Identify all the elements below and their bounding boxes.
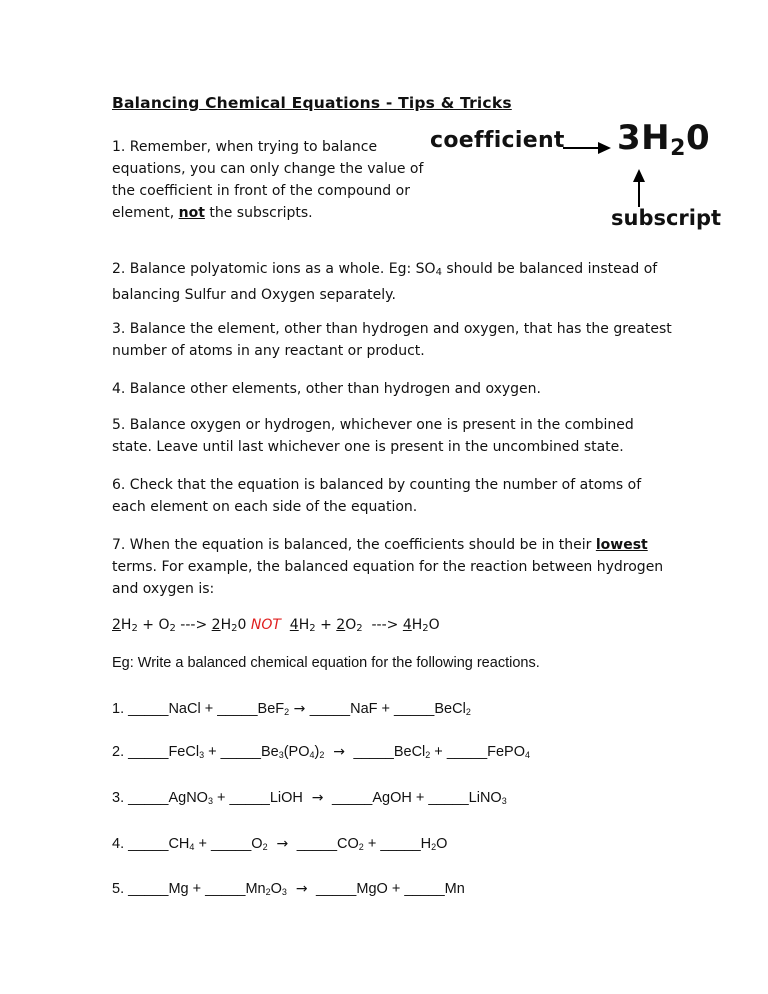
blank-field[interactable]: _____ (217, 701, 258, 717)
blank-field[interactable]: _____ (316, 881, 357, 897)
eq-term: 0 (237, 617, 251, 633)
yields-arrow: → (267, 836, 293, 852)
eq-term: + (315, 617, 337, 633)
eq-subscript: 2 (309, 623, 316, 634)
subscript: 2 (284, 707, 290, 717)
right-arrow-icon (563, 142, 611, 154)
subscript: 3 (501, 796, 507, 806)
tip-7-emphasis: lowest (595, 537, 648, 553)
blank-field[interactable]: _____ (380, 836, 421, 852)
plus: + (204, 744, 221, 760)
product: CO (337, 836, 359, 852)
product: BeCl (434, 701, 466, 717)
eq-space (281, 617, 290, 633)
reactant: FeCl (168, 744, 200, 760)
reactant: (PO (283, 744, 310, 760)
blank-field[interactable]: _____ (353, 744, 394, 760)
eq-term: + O (137, 617, 170, 633)
blank-field[interactable]: _____ (332, 790, 373, 806)
subscript: 4 (525, 750, 531, 760)
tip-2-subscript: 4 (435, 267, 442, 278)
yields-arrow: → (324, 744, 350, 760)
blank-field[interactable]: _____ (128, 881, 169, 897)
product: Mn (444, 881, 465, 897)
blank-field[interactable]: _____ (428, 790, 469, 806)
tip-7-text: 7. When the equation is balanced, the coefficients should be in their (112, 537, 596, 553)
tip-6: 6. Check that the equation is balanced by counting the number of atoms of each element on each side of the equation. (112, 477, 642, 515)
product: MgO + (356, 881, 405, 897)
reactant: LiOH (269, 790, 303, 806)
product: FePO (487, 744, 526, 760)
plus: + (363, 836, 381, 852)
blank-field[interactable]: _____ (205, 881, 246, 897)
product: AgOH + (372, 790, 429, 806)
subscript: 2 (262, 842, 268, 852)
subscript: 2 (425, 750, 431, 760)
page-title: Balancing Chemical Equations - Tips & Tricks (112, 94, 512, 112)
tip-2 (112, 258, 672, 306)
eq-subscript: 2 (356, 623, 363, 634)
eq-term: H (120, 617, 132, 633)
exercise-1 (112, 698, 471, 723)
blank-field[interactable]: _____ (229, 790, 270, 806)
exercise-prompt: Eg: Write a balanced chemical equation for the following reactions. (112, 655, 540, 671)
blank-field[interactable]: _____ (309, 701, 351, 717)
blank-field[interactable]: _____ (128, 701, 169, 717)
diagram-formula-subscript: 2 (670, 136, 686, 161)
eq-subscript: 2 (231, 623, 238, 634)
blank-field[interactable]: _____ (128, 790, 169, 806)
eq-arrow: ---> (175, 617, 212, 633)
eq-subscript: 2 (422, 623, 429, 634)
subscript: 2 (465, 707, 471, 717)
subscript: 3 (199, 750, 205, 760)
exercise-number: 3. (112, 790, 129, 806)
eq-coef: 4 (289, 617, 299, 633)
tip-2-text: 2. Balance polyatomic ions as a whole. Eg: SO (112, 261, 436, 277)
blank-field[interactable]: _____ (220, 744, 261, 760)
subscript: 2 (265, 887, 271, 897)
yields-arrow: → (286, 881, 313, 897)
reactant: Mn (245, 881, 266, 897)
blank-field[interactable]: _____ (394, 701, 435, 717)
eq-subscript: 2 (169, 623, 176, 634)
tip-5: 5. Balance oxygen or hydrogen, whichever one is present in the combined state. Leave until last whichever one is present in the uncombined state. (112, 417, 634, 455)
up-arrow-icon (633, 169, 645, 207)
tip-7 (112, 534, 672, 600)
tip-3: 3. Balance the element, other than hydrogen and oxygen, that has the greatest number of atoms in any reactant or product. (112, 321, 672, 359)
reactant: AgNO (168, 790, 208, 806)
eq-subscript: 2 (131, 623, 138, 634)
product: BeCl (393, 744, 426, 760)
exercise-number: 5. (112, 881, 129, 897)
eq-coef: 4 (402, 617, 412, 633)
subscript: 4 (309, 750, 315, 760)
exercise-number: 4. (112, 836, 129, 852)
tip-7-text-end: terms. For example, the balanced equation for the reaction between hydrogen and oxygen is: (112, 559, 664, 597)
subscript: 2 (319, 750, 325, 760)
not-label: NOT (250, 617, 281, 633)
blank-field[interactable]: _____ (296, 836, 338, 852)
eq-term: H (411, 617, 423, 633)
exercise-3 (112, 787, 507, 812)
blank-field[interactable]: _____ (446, 744, 488, 760)
reactant: BeF (257, 701, 285, 717)
reactant: O (251, 836, 263, 852)
product: H (420, 836, 432, 852)
exercise-4 (112, 833, 447, 858)
diagram-coefficient-label: coefficient (430, 128, 565, 153)
product: O (436, 836, 448, 852)
tip-1-text: 1. Remember, when trying to balance equations, you can only change the value of the coefficient in front of the compound or element, (112, 139, 424, 221)
diagram-formula-end: 0 (685, 118, 711, 158)
subscript: 2 (358, 842, 364, 852)
eq-term: O (428, 617, 440, 633)
tip-1-text-end: the subscripts. (204, 205, 313, 221)
reactant: Be (260, 744, 279, 760)
exercise-number: 1. (112, 701, 129, 717)
plus: + (212, 790, 230, 806)
tip-1-emphasis: not (178, 205, 205, 221)
exercise-5 (112, 878, 465, 903)
subscript: 3 (278, 750, 284, 760)
blank-field[interactable]: _____ (404, 881, 445, 897)
reactant: CH (168, 836, 190, 852)
reactant: NaCl + (168, 701, 218, 717)
diagram-subscript-label: subscript (611, 206, 722, 230)
reactant: Mg + (168, 881, 206, 897)
reactant: O (270, 881, 282, 897)
eq-arrow: ---> (362, 617, 403, 633)
blank-field[interactable]: _____ (210, 836, 252, 852)
eq-term: H (220, 617, 232, 633)
blank-field[interactable]: _____ (128, 744, 169, 760)
plus: + (194, 836, 211, 852)
exercise-number: 2. (112, 744, 129, 760)
plus: + (430, 744, 447, 760)
tip-4: 4. Balance other elements, other than hydrogen and oxygen. (112, 381, 541, 397)
subscript: 3 (281, 887, 287, 897)
product: NaF + (350, 701, 395, 717)
tip-2-text-end: should be balanced instead of balancing Sulfur and Oxygen separately. (112, 261, 658, 303)
diagram-formula-main: 3H (617, 118, 671, 158)
subscript: 4 (189, 842, 195, 852)
product: LiNO (468, 790, 502, 806)
eq-term: O (345, 617, 357, 633)
subscript: 3 (207, 796, 213, 806)
exercise-2 (112, 741, 530, 766)
eq-term: H (298, 617, 310, 633)
subscript: 2 (431, 842, 437, 852)
eq-coef: 2 (211, 617, 221, 633)
yields-arrow: → (289, 701, 310, 717)
reactant: ) (314, 744, 320, 760)
eq-coef: 2 (336, 617, 346, 633)
eq-coef: 2 (112, 617, 121, 633)
blank-field[interactable]: _____ (128, 836, 169, 852)
yields-arrow: → (302, 790, 328, 806)
example-equation (112, 614, 440, 640)
